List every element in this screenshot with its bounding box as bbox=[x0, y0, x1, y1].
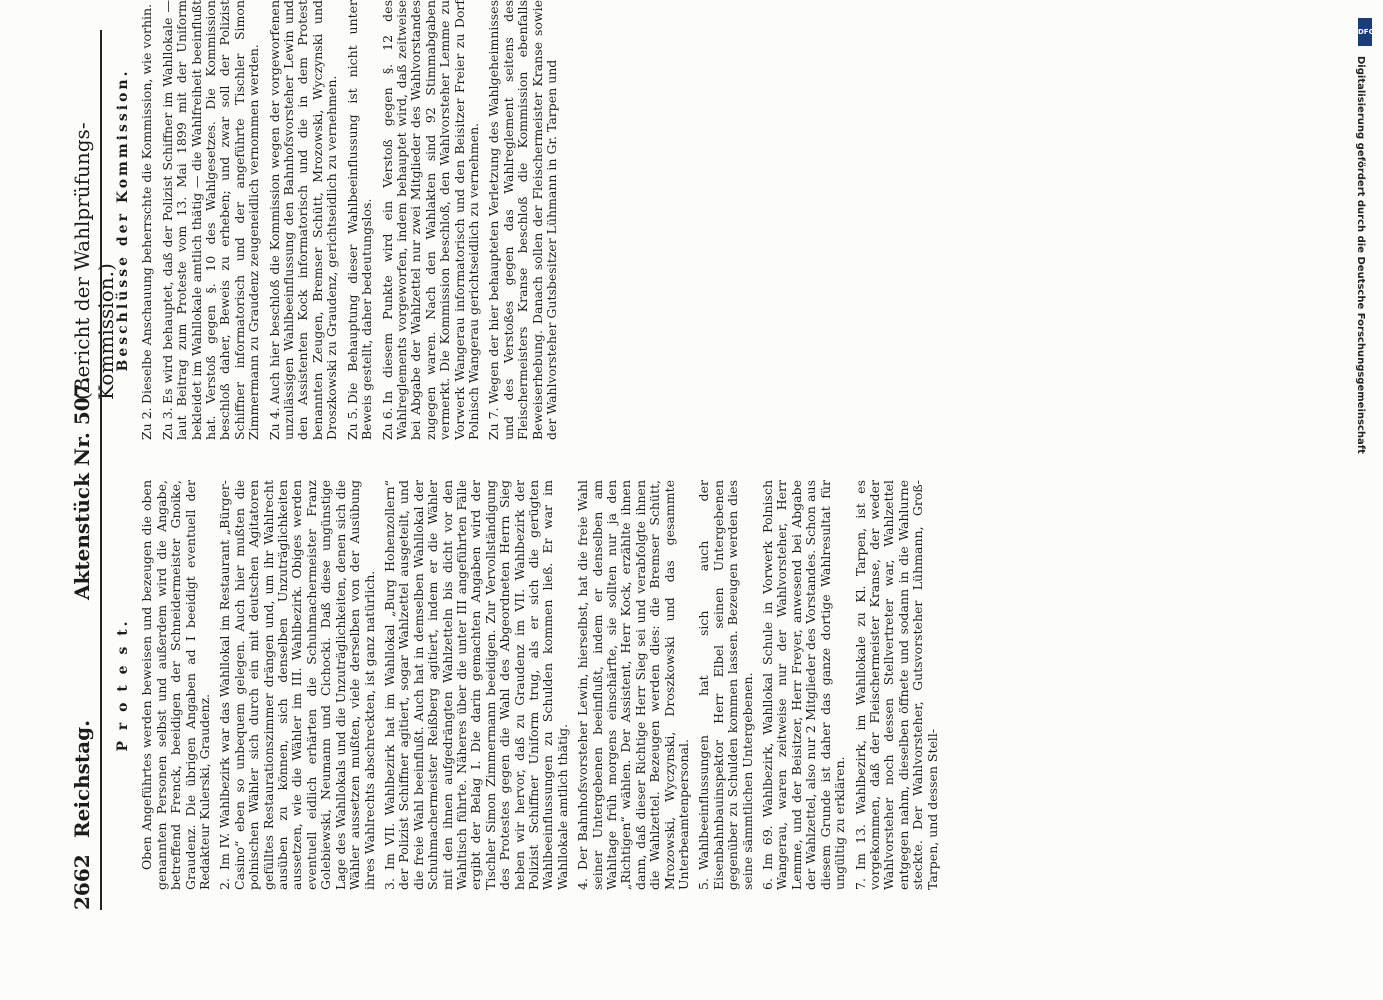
protest-paragraph-text: Im VII. Wahlbezirk hat im Wahllokal „Burg Hohenzollern“ der Polizist Schiffner agitiert, sogar Wahlzettel ausgeteilt, und die freie Wahl beeinflußt. Auch hat in demselben Wahllokal der Schuhmachermeister Reißberg agitiert, indem er die Wähler mit den ihnen aufgedrängten Wahlzetteln bis dicht vor den Wahltisch führte. Näheres über die unter III angeführten Fälle ergibt der Belag I. Die darin gemachten Angaben wird der Tischler Simon Zimmermann beeidigen. Zur Vervollständigung des Protestes gegen die Wahl des Abgeordneten Herrn Sieg heben wir hervor, daß zu Graudenz im VII. Wahlbezirk der Polizist Schiffner Uniform trug, als er sich die gerügten Wahlbeeinflussungen zu Schulden kommen ließ. Er war im Wahllokale amtlich thätig. bbox=[381, 480, 570, 890]
protest-paragraph bbox=[854, 480, 940, 890]
commission-paragraph-number: Zu 6. bbox=[379, 407, 395, 440]
protest-paragraph bbox=[383, 480, 570, 890]
protest-paragraph-text: Oben Angeführtes werden beweisen und bezeugen die oben genannten Personen selbst und außerdem wird die Angabe, betreffend Frenck, beeidigen der Schneidermeister Gnoike, Graudenz. Die übrigen Angaben ad I beeidigt eventuell der Redakteur Kulerski, Graudenz. bbox=[139, 480, 213, 890]
protest-paragraph bbox=[761, 480, 847, 890]
protest-paragraph-number: 7. bbox=[852, 878, 868, 890]
protest-paragraph bbox=[140, 480, 212, 890]
commission-paragraph-text: In diesem Punkte wird ein Verstoß gegen §. 12 des Wahlreglements vorgeworfen, indem behauptet wird, daß zeitweise bei Abgabe der Wahlzettel nur zwei Mitglieder des Wahlvorstandes zugegen waren. Nach den Wahlakten sind 92 Stimmabgaben vermerkt. Die Kommission beschloß, den Wahlvorsteher Lemme zu Vorwerk Wangerau informatorisch und den Beisitzer Freier zu Dorf Polnisch Wangerau gerichtseidlich zu vernehmen. bbox=[379, 0, 481, 440]
commission-paragraph-text: Es wird behauptet, daß der Polizist Schiffner im Wahllokale — laut Beitrag zum Proteste vom 13. Mai 1899 mit der Uniform bekleidet im Wahllokale amtlich thätig — die Wahlfreiheit beeinflußt hat. Verstoß gegen §. 10 des Wahlgesetzes. Die Kommission beschloß daher, Beweis zu erheben; und zwar soll der Polizist Schiffner informatorisch und der angeführte Tischler Simon Zimmermann zu Graudenz zeugeneidlich vernommen werden. bbox=[159, 0, 262, 440]
protest-column bbox=[110, 480, 946, 890]
commission-title: Beschlüsse der Kommission. bbox=[115, 68, 131, 372]
commission-paragraph-number: Zu 2. bbox=[139, 407, 155, 440]
protest-paragraph bbox=[218, 480, 376, 890]
commission-paragraph bbox=[487, 0, 559, 440]
commission-paragraph-number: Zu 4. bbox=[266, 407, 282, 440]
protest-paragraph-text: Wahlbeeinflussungen hat sich auch der Eisenbahnbauinspektor Herr Elbel seinen Untergebenen gegenüber zu Schulden kommen lassen. Bezeugen werden dies seine sämmtlichen Untergebenen. bbox=[696, 480, 755, 890]
protest-paragraph bbox=[576, 480, 691, 890]
commission-paragraph-text: Auch hier beschloß die Kommission wegen der vorgeworfenen unzulässigen Wahlbeeinflussung den Bahnhofsvorsteher Lewin und den Assistenten Kock informatorisch und die in dem Protest benannten Zeugen, Bremser Schütt, Mrozowski, Wyczynski und Droszkowski zu Graudenz, gerichtseidlich zu vernehmen. bbox=[266, 0, 340, 440]
commission-paragraph-text: Wegen der hier behaupteten Verletzung des Wahlgeheimnisses und des Verstoßes gegen das Wahlreglement seitens des Fleischermeisters Kranse beschloß die Kommission ebenfalls Beweiserhebung. Danach sollen der Fleischermeister Kranse sowie der Wahlvorsteher Gutsbesitzer Lühmann in Gr. Tarpen und bbox=[486, 0, 559, 440]
commission-paragraph bbox=[346, 0, 375, 440]
header-document-number: Aktenstück Nr. 507. bbox=[70, 376, 94, 600]
protest-paragraph-number: 2. bbox=[217, 878, 233, 890]
commission-column bbox=[110, 0, 565, 440]
commission-paragraphs bbox=[140, 0, 559, 440]
protest-paragraph-number: 4. bbox=[575, 878, 591, 890]
protest-title: P r o t e s t. bbox=[115, 618, 131, 752]
commission-paragraph-number: Zu 5. bbox=[344, 407, 360, 440]
protest-paragraph-text: Im IV. Wahlbezirk war das Wahllokal im Restaurant „Bürger-Casino“ eben so unbequem gelegen. Auch hier mußten die polnischen Wähler sich durch ein mit deutschen Agitatoren gefülltes Restaurationszimmer drängen und, um ihr Wahlrecht ausüben zu können, sich denselben Unzuträglichkeiten aussetzen, wie die Wähler im III. Wahlbezirk. Obiges werden eventuell eidlich erhärten die Schuhmachermeister Franz Golebiewski, Neumann und Cichocki. Daß diese ungünstige Lage des Wahllokals und die Unzuträglichkeiten, denen sich die Wähler aussetzen mußten, viele derselben von der Ausübung ihres Wahlrechts abschreckten, ist ganz natürlich. bbox=[217, 480, 377, 890]
protest-paragraph-text: Im 69. Wahlbezirk, Wahllokal Schule in Vorwerk Polnisch Wangerau, waren zeitweise nur der Wahlvorsteher, Herr Lemme, und der Beisitzer, Herr Freyer, anwesend bei Abgabe der Wahlzettel, also nur 2 Mitglieder des Vorstandes. Schon aus diesem Grunde ist daher das ganze dortige Wahlresultat für ungültig zu erklären. bbox=[760, 480, 848, 890]
protest-paragraph-number: 5. bbox=[696, 878, 712, 890]
commission-paragraph-number: Zu 7. bbox=[486, 407, 502, 440]
protest-paragraphs bbox=[140, 480, 940, 890]
commission-paragraph bbox=[381, 0, 482, 440]
header-rule bbox=[100, 30, 102, 910]
commission-paragraph bbox=[140, 0, 154, 440]
dfg-sidebar bbox=[1355, 8, 1377, 1000]
header-report-title: (Bericht der Wahlprüfungs-Kommission.) bbox=[70, 122, 118, 400]
dfg-funding-note: Digitalisierung gefördert durch die Deutsche Forschungsgemeinschaft bbox=[1355, 56, 1366, 454]
commission-paragraph-text: Die Behauptung dieser Wahlbeeinflussung ist nicht unter Beweis gestellt, daher bedeutungslos. bbox=[344, 0, 375, 440]
dfg-logo: DFG bbox=[1358, 18, 1372, 46]
protest-paragraph-text: Der Bahnhofsvorsteher Lewin, hierselbst, hat die freie Wahl seiner Untergebenen beeinflußt, indem er denselben am Wahltage früh morgens einschärfte, sie sollten nur ja den „Richtigen“ wählen. Der Assistent, Herr Kock, erzählte ihnen dann, daß dieser Richtige Herr Sieg sei und verabfolgte ihnen die Wahlzettel. Bezeugen werden dies: die Bremser Schütt, Mrozowski, Wyczynski, Droszkowski und das gesammte Unterbeamtenpersonal. bbox=[575, 480, 692, 890]
protest-paragraph-number: 3. bbox=[381, 878, 397, 890]
running-header bbox=[60, 50, 118, 930]
commission-paragraph bbox=[268, 0, 340, 440]
commission-paragraph bbox=[161, 0, 262, 440]
protest-paragraph bbox=[697, 480, 755, 890]
page-number: 2662 bbox=[70, 854, 94, 910]
header-reichstag: Reichstag. bbox=[70, 719, 94, 838]
protest-paragraph-number: 6. bbox=[760, 878, 776, 890]
commission-paragraph-number: Zu 3. bbox=[159, 407, 175, 440]
protest-paragraph-text: Im 13. Wahlbezirk, im Wahllokale zu Kl. Tarpen, ist es vorgekommen, daß der Fleischermeister Kranse, der weder Wahlvorsteher noch dessen Stellvertreter war, Wahlzettel entgegen nahm, dieselben öffnete und sodann in die Wahlurne steckte. Der Wahlvorsteher, Gutsvorsteher Lühmann, Groß-Tarpen, und dessen Stell- bbox=[852, 480, 940, 890]
commission-paragraph-text: Dieselbe Anschauung beherrschte die Kommission, wie vorhin. bbox=[139, 3, 155, 404]
